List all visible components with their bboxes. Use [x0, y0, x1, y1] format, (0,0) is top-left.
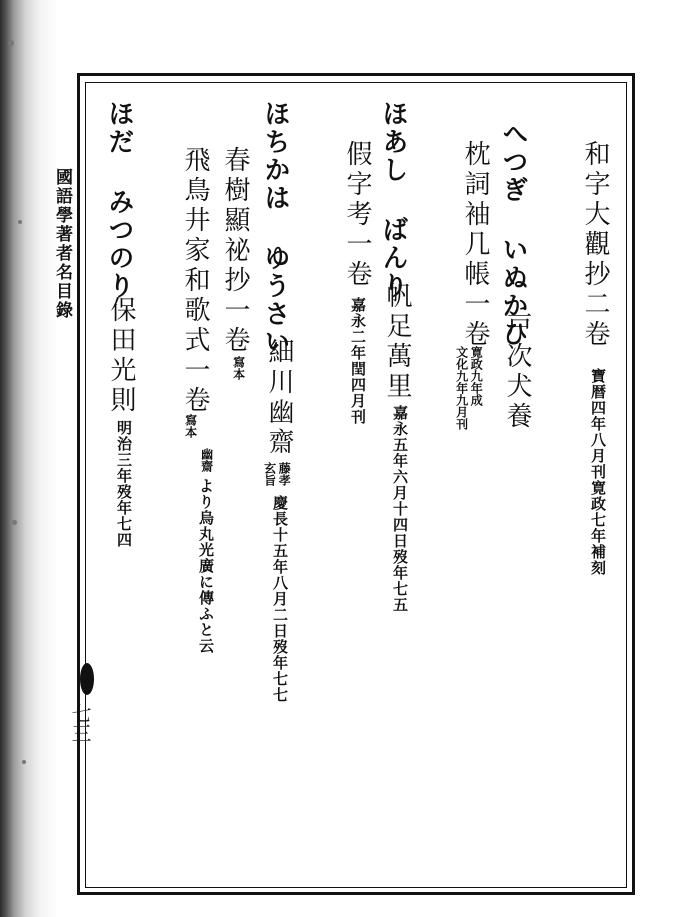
running-title: 國語學著者名目錄: [52, 168, 72, 320]
entry-note-line: 文化九年九月刊: [454, 346, 469, 430]
entry-title: 假字考一卷: [342, 140, 372, 290]
entry-title: 春樹顯祕抄一卷: [220, 146, 250, 356]
author-reading-heading: ほあし ばんり: [378, 100, 408, 300]
entry-author: 細川幽齋: [264, 338, 294, 458]
entry-note: より烏丸光廣に傳ふと云: [197, 478, 215, 654]
scan-speck: [12, 520, 17, 525]
entry-title: 飛鳥井家和歌式一卷: [180, 146, 210, 416]
entry-author: 保田光則: [106, 296, 136, 416]
entry-title: 枕詞袖几帳一卷: [460, 140, 490, 350]
entry-author-note-two-line: [263, 462, 290, 486]
entry-title: 和字大觀抄二卷: [580, 140, 610, 350]
entry-note-head: 幽齋: [199, 448, 214, 472]
scan-speck: [18, 220, 22, 224]
entry-author-note: 嘉永五年六月十四日歿年七五: [391, 405, 409, 613]
author-reading-heading: ほちかは ゆうさい: [260, 100, 290, 356]
entry-author-note-line: 藤孝: [277, 462, 292, 486]
entry-note: 嘉永二年閏四月刊: [349, 297, 367, 425]
entry-author: 帆足萬里: [382, 282, 412, 402]
scan-speck: [8, 40, 14, 46]
entry-author-note-line: 玄旨: [262, 462, 277, 486]
entry-note-two-line: [455, 346, 482, 430]
entry-author-note: 慶長十五年八月二日歿年七七: [271, 495, 289, 703]
entry-author-note: 明治三年歿年七四: [115, 420, 133, 548]
scan-edge-shadow: [0, 0, 58, 917]
entry-title-note: 寫本: [183, 414, 198, 438]
author-reading-heading: へつぎ いぬかひ: [498, 120, 528, 348]
page-number: 七三: [68, 703, 92, 743]
entry-author: 戸次犬養: [502, 312, 532, 432]
author-reading-heading: ほだ みつのり: [104, 100, 134, 300]
entry-note-line: 寛政九年成: [469, 346, 484, 406]
entry-title-note: 寫本: [231, 356, 246, 380]
entry-note: 寶暦四年八月刊寛政七年補刻: [589, 368, 607, 576]
scan-speck: [22, 760, 26, 764]
